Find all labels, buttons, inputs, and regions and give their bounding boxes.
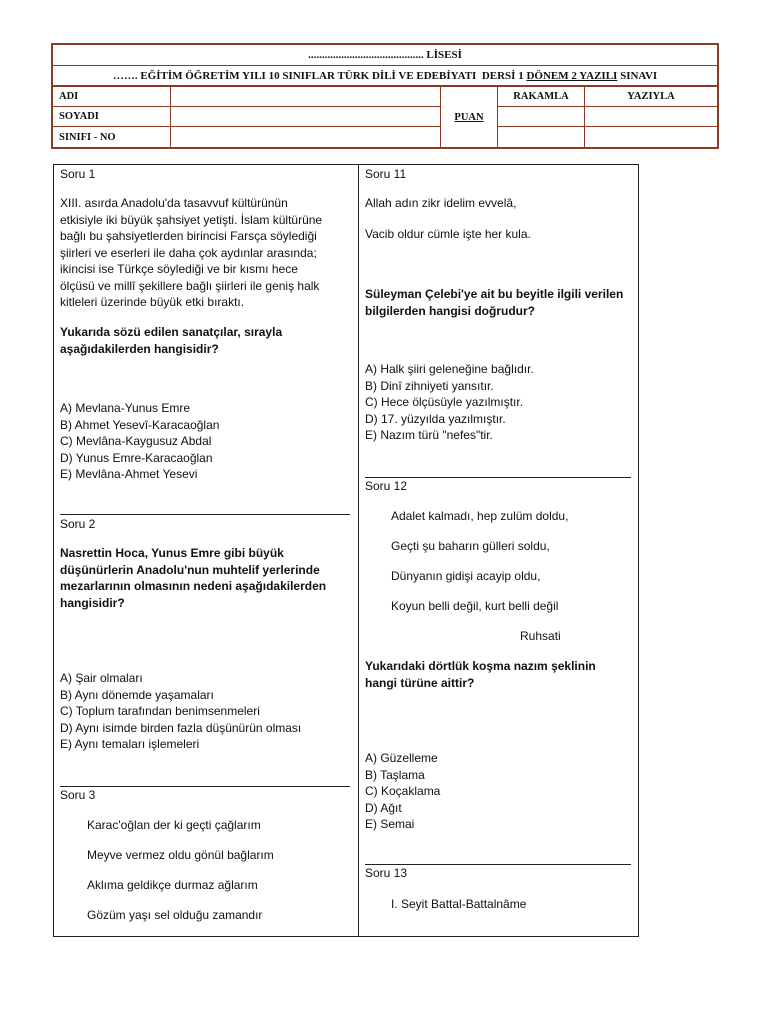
field-soyadi[interactable] bbox=[171, 107, 441, 127]
q12-question: Yukarıdaki dörtlük koşma nazım şeklinin hangi türüne aittir? bbox=[365, 659, 596, 690]
q11-option-e[interactable]: E) Nazım türü "nefes"tir. bbox=[365, 428, 493, 442]
field-rakamla[interactable] bbox=[498, 107, 585, 127]
q2-option-c[interactable]: C) Toplum tarafından benimsenmeleri bbox=[60, 704, 260, 718]
questions-box bbox=[53, 164, 639, 937]
q11-question: Süleyman Çelebi'ye ait bu beyitle ilgili verilen bilgilerden hangisi doğrudur? bbox=[365, 287, 624, 318]
q2-option-a[interactable]: A) Şair olmaları bbox=[60, 671, 143, 685]
q1-option-e[interactable]: E) Mevlâna-Ahmet Yesevi bbox=[60, 467, 198, 481]
q2-question: Nasrettin Hoca, Yunus Emre gibi büyük düşünürlerin Anadolu'nun muhtelif yerlerinde mezarlarının olmasının nedeni aşağıdakilerden hangisidir? bbox=[60, 546, 327, 610]
q1-options bbox=[60, 400, 219, 483]
field-adi[interactable] bbox=[171, 87, 441, 107]
q13-title: Soru 13 bbox=[365, 866, 408, 880]
q3-title: Soru 3 bbox=[60, 788, 96, 802]
q11-option-b[interactable]: B) Dinî zihniyeti yansıtır. bbox=[365, 378, 494, 393]
label-soyadi: SOYADI bbox=[53, 107, 171, 127]
exam-title-term: DÖNEM 2 YAZILI bbox=[526, 69, 618, 82]
q13-item-1: I. Seyit Battal-Battalnâme bbox=[391, 897, 527, 911]
label-sinifi: SINIFI - NO bbox=[53, 127, 171, 147]
q1-option-d[interactable]: D) Yunus Emre-Karacaoğlan bbox=[60, 450, 213, 465]
q3-poem: Karac'oğlan der ki geçti çağlarım Meyve vermez oldu gönül bağlarım Aklıma geldikçe durmaz ağlarım Gözüm yaşı sel olduğu zamandır bbox=[87, 818, 274, 922]
q12-option-e[interactable]: E) Semai bbox=[365, 817, 415, 831]
school-name: .......................................... LİSESİ bbox=[308, 49, 462, 61]
q1-option-b[interactable]: B) Ahmet Yesevî-Karacaoğlan bbox=[60, 417, 220, 432]
q12-options bbox=[365, 750, 440, 833]
q11-option-a[interactable]: A) Halk şiiri geleneğine bağlıdır. bbox=[365, 362, 534, 376]
q2-title: Soru 2 bbox=[60, 517, 96, 531]
field-sinifi[interactable] bbox=[171, 127, 441, 147]
q11-title: Soru 11 bbox=[365, 167, 407, 181]
label-puan: PUAN bbox=[441, 87, 498, 147]
q1-option-a[interactable]: A) Mevlana-Yunus Emre bbox=[60, 401, 191, 415]
exam-title-pre: ……. EĞİTİM ÖĞRETİM YILI 10 SINIFLAR TÜRK DİLİ VE EDEBİYATI DERSİ 1 bbox=[112, 69, 527, 82]
q2-option-b[interactable]: B) Aynı dönemde yaşamaları bbox=[60, 687, 214, 702]
q12-author: Ruhsati bbox=[520, 629, 561, 643]
q11-verse-1: Allah adın zikr idelim evvelâ, bbox=[365, 196, 517, 210]
school-name-row bbox=[53, 45, 717, 66]
column-divider bbox=[358, 165, 359, 936]
q12-poem: Adalet kalmadı, hep zulüm doldu, Geçti şu baharın gülleri soldu, Dünyanın gidişi acayip oldu, Koyun belli değil, kurt belli değil bbox=[391, 509, 569, 613]
exam-title-row bbox=[53, 66, 717, 87]
q1-option-c[interactable]: C) Mevlâna-Kaygusuz Abdal bbox=[60, 434, 212, 448]
q12-title: Soru 12 bbox=[365, 479, 408, 493]
exam-header-table bbox=[51, 43, 719, 149]
q11-option-d[interactable]: D) 17. yüzyılda yazılmıştır. bbox=[365, 411, 506, 426]
q1-title: Soru 1 bbox=[60, 167, 96, 181]
q1-question: Yukarıda sözü edilen sanatçılar, sırayla aşağıdakilerden hangisidir? bbox=[60, 325, 283, 356]
q2-option-d[interactable]: D) Aynı isimde birden fazla düşünürün olması bbox=[60, 720, 302, 735]
q2-options bbox=[60, 670, 301, 753]
student-info-grid bbox=[53, 87, 717, 147]
q11-verse-2: Vacib oldur cümle işte her kula. bbox=[365, 227, 531, 241]
separator bbox=[60, 786, 350, 787]
separator bbox=[60, 514, 350, 515]
q11-option-c[interactable]: C) Hece ölçüsüyle yazılmıştır. bbox=[365, 395, 524, 409]
field-yaziyla[interactable] bbox=[585, 107, 717, 127]
q1-text: XIII. asırda Anadolu'da tasavvuf kültürünün etkisiyle iki büyük şahsiyet yetişti. İslam kültürüne bağlı bu şahsiyetlerden birincisi Farsça söylediği şiirleri ve eserleri ile daha çok aydınlar arasında; ikincisi ise Türkçe söylediği ve bir kısmı hece ölçüsü ve millî şekillere bağlı şiirleri ile geniş halk kitleleri üzerinde büyük etki bıraktı. bbox=[60, 196, 323, 309]
exam-title-post: SINAVI bbox=[617, 69, 658, 82]
q12-option-c[interactable]: C) Koçaklama bbox=[365, 784, 441, 798]
label-adi: ADI bbox=[53, 87, 171, 107]
q2-option-e[interactable]: E) Aynı temaları işlemeleri bbox=[60, 737, 200, 751]
q12-option-a[interactable]: A) Güzelleme bbox=[365, 751, 438, 765]
q12-option-b[interactable]: B) Taşlama bbox=[365, 767, 425, 782]
field-rakamla-2[interactable] bbox=[498, 127, 585, 147]
label-yaziyla: YAZIYLA bbox=[585, 87, 717, 107]
label-rakamla: RAKAMLA bbox=[498, 87, 585, 107]
q12-option-d[interactable]: D) Ağıt bbox=[365, 800, 402, 815]
q11-options bbox=[365, 361, 534, 444]
field-yaziyla-2[interactable] bbox=[585, 127, 717, 147]
